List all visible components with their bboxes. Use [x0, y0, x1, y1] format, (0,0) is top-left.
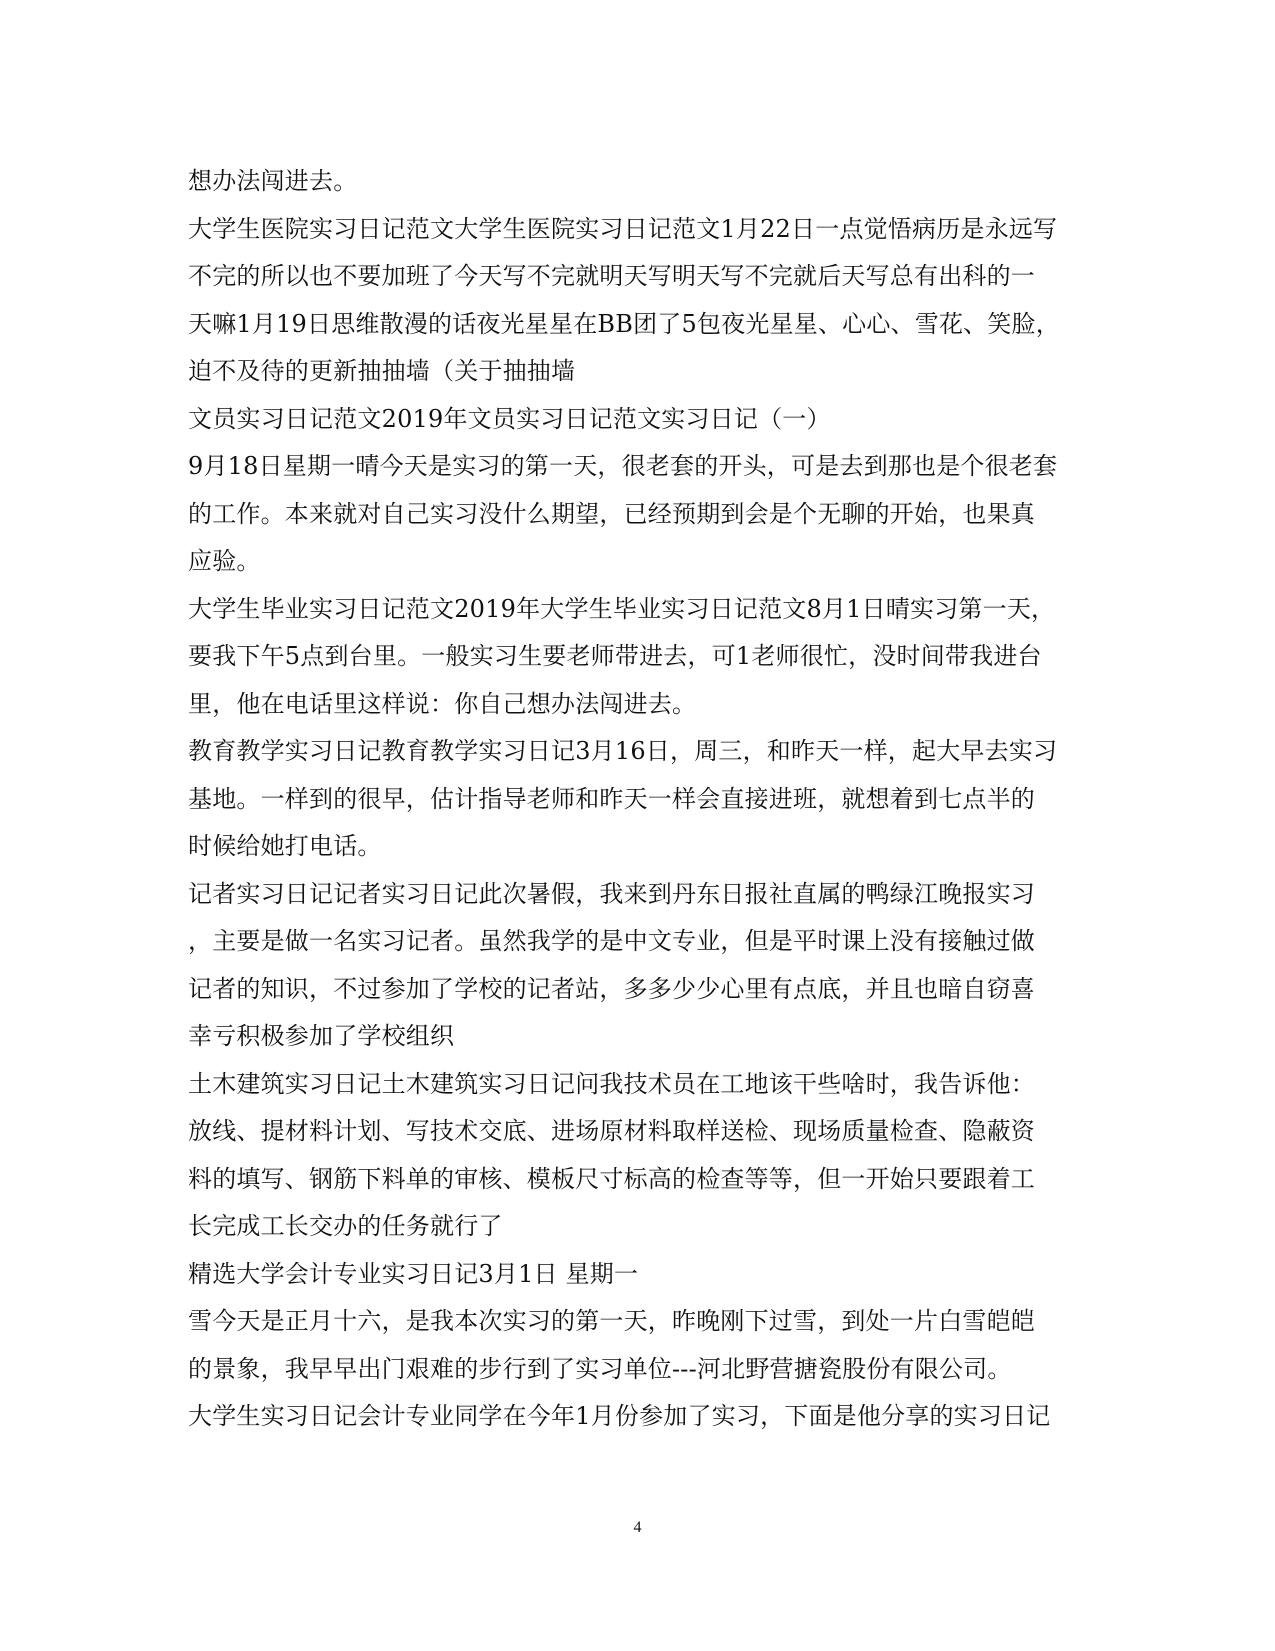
text-line: 文员实习日记范文2019年文员实习日记范文实习日记（一）: [188, 404, 831, 433]
text-line: 土木建筑实习日记土木建筑实习日记问我技术员在工地该干些啥时，我告诉他：: [188, 1069, 1035, 1098]
text-line: 精选大学会计专业实习日记3月1日 星期一: [188, 1259, 639, 1288]
text-line: 记者的知识，不过参加了学校的记者站，多多少少心里有点底，并且也暗自窃喜: [188, 974, 1035, 1003]
text-line: 时候给她打电话。: [188, 832, 382, 860]
text-line: 大学生医院实习日记范文大学生医院实习日记范文1月22日一点觉悟病历是永远写: [188, 214, 1058, 243]
text-line: 天嘛1月19日思维散漫的话夜光星星在BB团了5包夜光星星、心心、雪花、笑脸，: [188, 309, 1060, 338]
text-line: 大学生毕业实习日记范文2019年大学生毕业实习日记范文8月1日晴实习第一天，: [188, 594, 1056, 623]
page-number: 4: [633, 1519, 642, 1536]
text-line: 长完成工长交办的任务就行了: [188, 1212, 503, 1240]
text-line: 雪今天是正月十六，是我本次实习的第一天，昨晚刚下过雪，到处一片白雪皑皑: [188, 1307, 1035, 1335]
text-line: 要我下午5点到台里。一般实习生要老师带进去，可1老师很忙，没时间带我进台: [188, 642, 1042, 670]
text-line: 应验。: [188, 547, 261, 575]
text-line: 教育教学实习日记教育教学实习日记3月16日，周三，和昨天一样，起大早去实习: [188, 737, 1058, 765]
text-line: 放线、提材料计划、写技术交底、进场原材料取样送检、现场质量检查、隐蔽资: [188, 1117, 1035, 1145]
document-body: [188, 158, 1088, 1441]
text-line: 大学生实习日记会计专业同学在今年1月份参加了实习，下面是他分享的实习日记: [188, 1402, 1051, 1430]
text-line: 记者实习日记记者实习日记此次暑假，我来到丹东日报社直属的鸭绿江晚报实习: [188, 879, 1035, 908]
text-line: 迫不及待的更新抽抽墙（关于抽抽墙: [188, 357, 576, 385]
text-line: 想办法闯进去。: [188, 167, 358, 195]
text-line: 9月18日星期一晴今天是实习的第一天，很老套的开头，可是去到那也是个很老套: [188, 452, 1058, 480]
text-line: 幸亏积极参加了学校组织: [188, 1022, 455, 1050]
text-line: 不完的所以也不要加班了今天写不完就明天写明天写不完就后天写总有出科的一: [188, 262, 1035, 290]
text-line: ，主要是做一名实习记者。虽然我学的是中文专业，但是平时课上没有接触过做: [188, 927, 1035, 955]
text-line: 里，他在电话里这样说：你自己想办法闯进去。: [188, 689, 697, 718]
text-line: 的工作。本来就对自己实习没什么期望，已经预期到会是个无聊的开始，也果真: [188, 499, 1035, 528]
text-line: 料的填写、钢筋下料单的审核、模板尺寸标高的检查等等，但一开始只要跟着工: [188, 1164, 1035, 1193]
text-line: 基地。一样到的很早，估计指导老师和昨天一样会直接进班，就想着到七点半的: [188, 784, 1035, 813]
text-line: 的景象，我早早出门艰难的步行到了实习单位---河北野营搪瓷股份有限公司。: [188, 1354, 1012, 1383]
